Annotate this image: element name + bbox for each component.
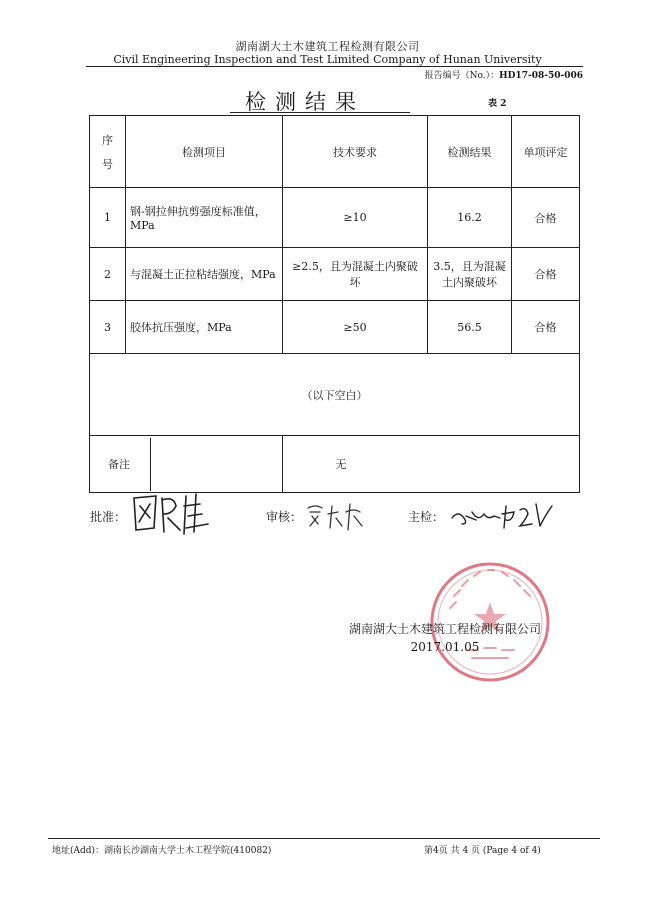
table-row	[90, 188, 580, 248]
header-evaluation: 单项评定	[512, 116, 580, 188]
report-number	[425, 68, 583, 81]
blank-note: （以下空白）	[90, 354, 580, 436]
row-result: 3.5，且为混凝土内聚破坏	[428, 248, 512, 301]
report-number-label: 报告编号（No.）：	[424, 71, 500, 81]
report-number-value: HD17-08-50-006	[499, 71, 583, 81]
table-row	[90, 248, 580, 301]
inspector-signature-icon	[448, 496, 558, 534]
title-underline	[230, 112, 410, 113]
header-result: 检测结果	[428, 116, 512, 188]
remarks-row	[90, 436, 580, 493]
remarks-label-cell	[90, 436, 283, 493]
row-number: 2	[90, 248, 126, 301]
row-requirement: ≥50	[283, 301, 428, 354]
remarks-value-cell	[283, 436, 580, 493]
issuing-company: 湖南湖大土木建筑工程检测有限公司	[348, 622, 541, 636]
results-table	[89, 115, 580, 493]
table-row	[90, 301, 580, 354]
row-item: 胶体抗压强度，MPa	[126, 301, 283, 354]
signature-row	[90, 490, 590, 540]
page-title: 检测结果	[245, 90, 365, 114]
approve-label: 批准：	[90, 510, 127, 524]
footer-page-number: 第4页 共 4 页 (Page 4 of 4)	[424, 846, 541, 856]
row-requirement: ≥2.5，且为混凝土内聚破坏	[283, 248, 428, 301]
blank-row	[90, 354, 580, 436]
approve-signature-icon	[128, 488, 218, 538]
company-name-cn: 湖南湖大土木建筑工程检测有限公司	[235, 40, 420, 53]
row-number: 3	[90, 301, 126, 354]
header-seq	[90, 116, 126, 188]
footer-divider	[48, 838, 600, 839]
review-signature-icon	[302, 498, 372, 532]
row-number: 1	[90, 188, 126, 248]
row-evaluation: 合格	[512, 188, 580, 248]
row-evaluation: 合格	[512, 301, 580, 354]
company-name-en: Civil Engineering Inspection and Test Limited Company of Hunan University	[113, 53, 542, 66]
header-requirement: 技术要求	[283, 116, 428, 188]
remarks-label: 备注	[88, 438, 151, 491]
footer-address: 地址(Add)：湖南长沙湖南大学土木工程学院(410082)	[52, 846, 272, 856]
header-divider	[86, 66, 583, 67]
row-evaluation: 合格	[512, 248, 580, 301]
row-result: 16.2	[428, 188, 512, 248]
row-item: 钢-钢拉伸抗剪强度标准值，MPa	[126, 188, 283, 248]
header-seq-top: 序	[102, 133, 113, 147]
inspector-label: 主检：	[408, 510, 445, 524]
issue-date: 2017.01.05	[410, 640, 480, 654]
remarks-value: 无	[335, 458, 347, 471]
header-item: 检测项目	[126, 116, 283, 188]
table-header-row	[90, 116, 580, 188]
table-number: 表 2	[488, 99, 507, 109]
row-result: 56.5	[428, 301, 512, 354]
review-label: 审核：	[266, 510, 303, 524]
row-item: 与混凝土正拉粘结强度，MPa	[126, 248, 283, 301]
row-requirement: ≥10	[283, 188, 428, 248]
header-seq-bottom: 号	[102, 157, 113, 171]
